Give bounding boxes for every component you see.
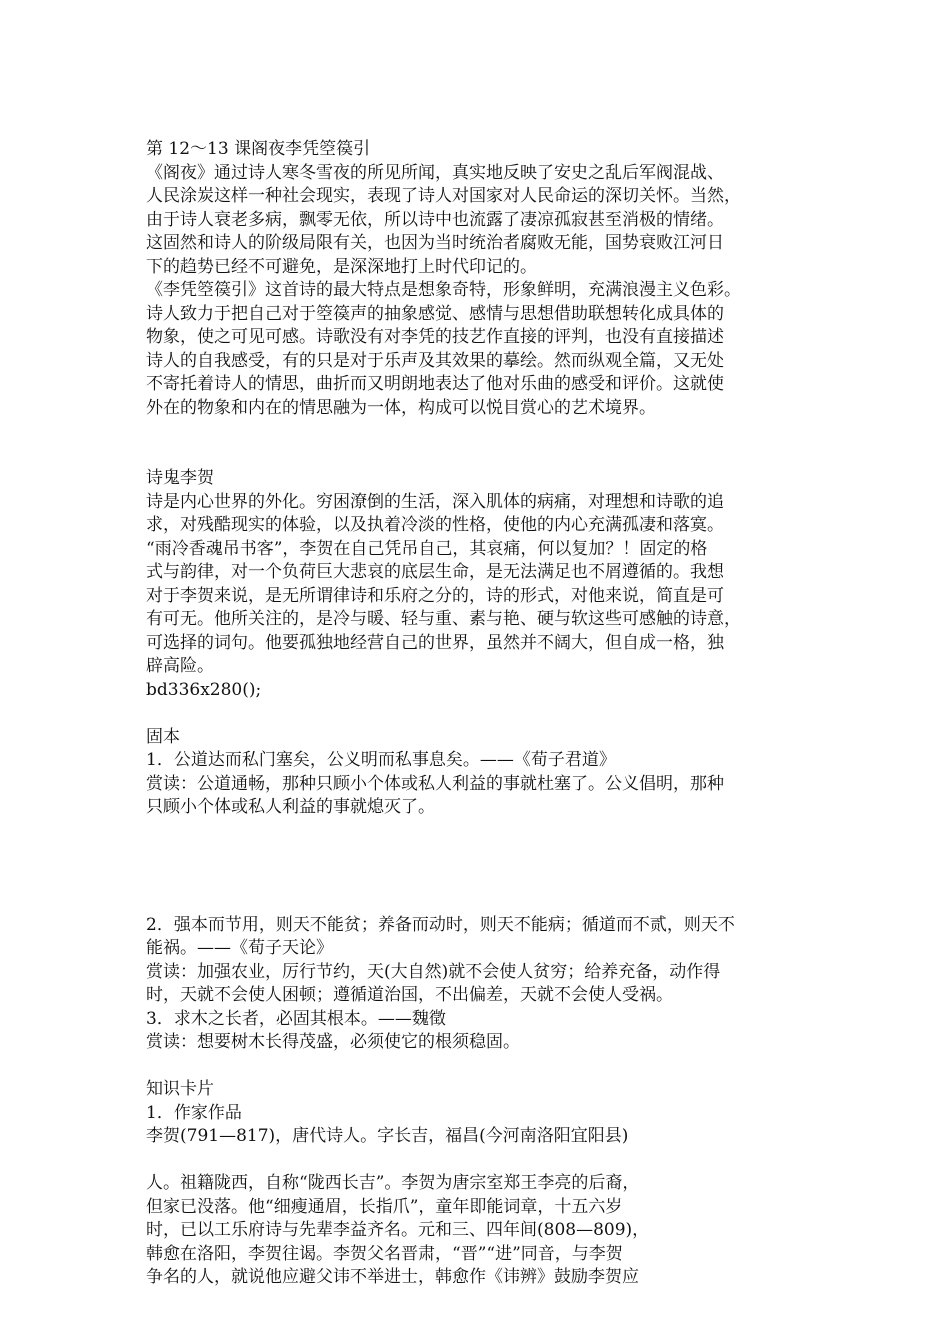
paragraph-line: 式与韵律，对一个负荷巨大悲哀的底层生命，是无法满足也不屑遵循的。我想	[146, 562, 724, 582]
section-spacer	[146, 702, 826, 726]
ad-script-text: bd336x280();	[146, 679, 262, 700]
section-title: 固本	[146, 726, 180, 747]
paragraph-line: 时，已以工乐府诗与先辈李益齐名。元和三、四年间(808—809)，	[146, 1220, 650, 1240]
paragraph-line: 外在的物象和内在的情思融为一体，构成可以悦目赏心的艺术境界。	[146, 397, 656, 418]
paragraph-line: 人民涂炭这样一种社会现实，表现了诗人对国家对人民命运的深切关怀。当然，	[146, 186, 741, 206]
paragraph-line: 诗人的自我感受，有的只是对于乐声及其效果的摹绘。然而纵观全篇，又无处	[146, 350, 724, 371]
paragraph-line: 时，天就不会使人困顿；遵循道治国，不出偏差，天就不会使人受祸。	[146, 985, 673, 1005]
paragraph-line: 由于诗人衰老多病，飘零无依，所以诗中也流露了凄凉孤寂甚至消极的情绪。	[146, 209, 724, 230]
paragraph-line: 《李凭箜篌引》这首诗的最大特点是想象奇特，形象鲜明，充满浪漫主义色彩。	[146, 280, 741, 300]
document-body	[146, 138, 826, 1290]
section-title: 知识卡片	[146, 1079, 214, 1099]
paragraph-line: 诗人致力于把自己对于箜篌声的抽象感觉、感情与思想借助联想转化成具体的	[146, 303, 724, 324]
section-spacer	[146, 820, 826, 914]
paragraph-line: 2．强本而节用，则天不能贫；养备而动时，则天不能病；循道而不贰，则天不	[146, 914, 735, 935]
paragraph-line: 下的趋势已经不可避免，是深深地打上时代印记的。	[146, 256, 537, 277]
paragraph-line: 李贺(791—817)，唐代诗人。字长吉，福昌(今河南洛阳宜阳县)	[146, 1126, 629, 1146]
section-spacer	[146, 1149, 826, 1173]
section-title: 第 12～13 课阁夜李凭箜篌引	[146, 139, 371, 159]
paragraph-line: “雨冷香魂吊书客”，李贺在自己凭吊自己，其哀痛，何以复加？！固定的格	[146, 538, 708, 559]
paragraph-line: 3．求木之长者，必固其根本。——魏徵	[146, 1008, 446, 1029]
paragraph-line: 辟高险。	[146, 656, 214, 676]
paragraph-line: 赏读：想要树木长得茂盛，必须使它的根须稳固。	[146, 1032, 520, 1052]
paragraph-line: 求，对残酷现实的体验，以及执着冷淡的性格，使他的内心充满孤凄和落寞。	[146, 515, 724, 535]
paragraph-line: 能祸。——《荀子天论》	[146, 938, 333, 958]
section-spacer	[146, 1055, 826, 1079]
paragraph-line: 这固然和诗人的阶级局限有关，也因为当时统治者腐败无能，国势衰败江河日	[146, 233, 724, 253]
paragraph-line: 1．公道达而私门塞矣，公义明而私事息矣。——《荀子君道》	[146, 750, 616, 770]
paragraph-line: 韩愈在洛阳，李贺往谒。李贺父名晋肃，“晋”“进”同音，与李贺	[146, 1243, 623, 1264]
paragraph-line: 诗是内心世界的外化。穷困潦倒的生活，深入肌体的病痛，对理想和诗歌的追	[146, 491, 724, 512]
paragraph-line: 只顾小个体或私人利益的事就熄灭了。	[146, 797, 435, 817]
paragraph-line: 争名的人，就说他应避父讳不举进士，韩愈作《讳辨》鼓励李贺应	[146, 1267, 639, 1287]
paragraph-line: 《阁夜》通过诗人寒冬雪夜的所见所闻，真实地反映了安史之乱后军阀混战、	[146, 162, 724, 183]
paragraph-line: 可选择的词句。他要孤独地经营自己的世界，虽然并不阔大，但自成一格，独	[146, 632, 724, 653]
paragraph-line: 不寄托着诗人的情思，曲折而又明朗地表达了他对乐曲的感受和评价。这就使	[146, 374, 724, 394]
section-spacer	[146, 420, 826, 467]
paragraph-line: 但家已没落。他“细瘦通眉，长指爪”，童年即能词章，十五六岁	[146, 1196, 623, 1217]
paragraph-line: 1．作家作品	[146, 1102, 242, 1123]
section-title: 诗鬼李贺	[146, 468, 214, 488]
paragraph-line: 物象，使之可见可感。诗歌没有对李凭的技艺作直接的评判，也没有直接描述	[146, 327, 724, 347]
paragraph-line: 赏读：公道通畅，那种只顾小个体或私人利益的事就杜塞了。公义倡明，那种	[146, 773, 724, 794]
paragraph-line: 有可无。他所关注的，是冷与暖、轻与重、素与艳、硬与软这些可感触的诗意，	[146, 609, 741, 629]
paragraph-line: 人。祖籍陇西，自称“陇西长吉”。李贺为唐宗室郑王李亮的后裔，	[146, 1173, 640, 1193]
paragraph-line: 赏读：加强农业，厉行节约，天(大自然)就不会使人贫穷；给养充备，动作得	[146, 961, 721, 982]
paragraph-line: 对于李贺来说，是无所谓律诗和乐府之分的，诗的形式，对他来说，简直是可	[146, 585, 724, 606]
